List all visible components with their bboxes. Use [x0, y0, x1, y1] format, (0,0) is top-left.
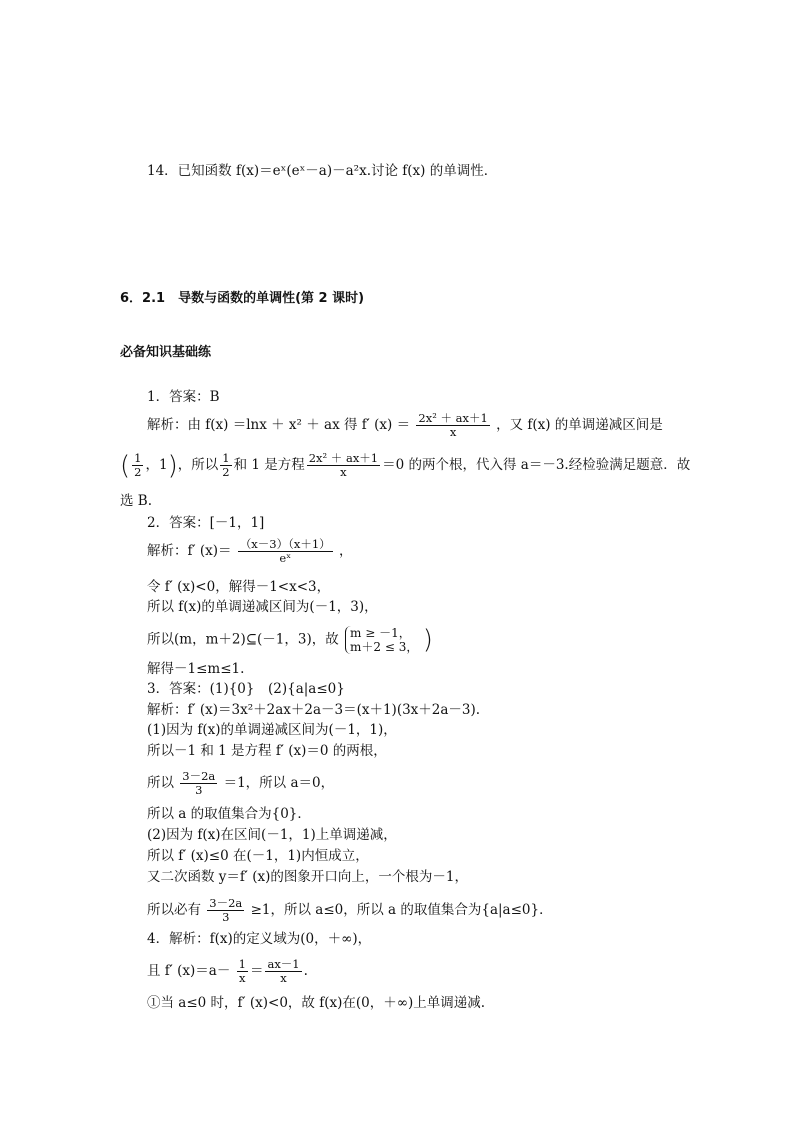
q3-frac-num: 3－2a [182, 769, 216, 783]
q2-line2: 令 f′ (x)<0，解得－1<x<3， [147, 579, 331, 595]
q2-line4 [147, 626, 433, 654]
q2-line4-pre: 所以(m，m＋2)⊆(－1，3)，故 [147, 631, 339, 648]
q3-line6: (2)因为 f(x)在区间(－1，1)上单调递减， [147, 827, 397, 843]
q2-sys-row2: m＋2 ≤ 3， [350, 640, 419, 654]
q1-text2: 和 1 是方程 [233, 457, 305, 473]
q3-line4 [147, 770, 334, 797]
problem-14: 14．已知函数 f(x)＝eˣ(eˣ－a)－a²x.讨论 f(x) 的单调性． [147, 163, 498, 179]
q2-sol-post: ， [338, 543, 353, 559]
q1-frac-den: x [449, 425, 457, 439]
q2-line3: 所以 f(x)的单调递减区间为(－1，3)， [147, 599, 378, 615]
section-title: 6．2.1 导数与函数的单调性(第 2 课时) [120, 291, 365, 306]
q4-frac-a-num: 1 [238, 957, 246, 971]
half-den: 2 [222, 465, 230, 479]
q2-solution-line1 [147, 538, 352, 565]
q4-line2 [147, 958, 308, 985]
q3-line9-post: ≥1，所以 a≤0，所以 a 的取值集合为{a|a≤0}． [250, 902, 553, 918]
q1-solution-line1 [147, 412, 663, 439]
q3-line9 [147, 897, 553, 924]
q3-frac-den: 3 [195, 783, 203, 797]
q3-fraction-1 [180, 770, 217, 797]
q3-fraction-2 [207, 897, 244, 924]
q4-frac-b-den: x [280, 971, 287, 985]
half-den: 2 [134, 465, 142, 479]
open-paren: ( [120, 450, 131, 481]
q3-answer: 3．答案：(1){0} (2){a|a≤0} [147, 681, 345, 697]
q2-frac-den: eˣ [279, 551, 292, 565]
q4-line2-post: . [303, 963, 308, 979]
q2-fraction [238, 538, 333, 565]
half-num: 1 [134, 451, 142, 465]
q1-sol-post: ，又 f(x) 的单调递减区间是 [496, 417, 663, 433]
subsection-title: 必备知识基础练 [120, 345, 212, 360]
q3-line5: 所以 a 的取值集合为{0}． [147, 806, 311, 822]
q2-sol-pre: 解析：f′ (x)＝ [147, 543, 232, 559]
close-paren: ) [422, 625, 433, 655]
q4-line3: ①当 a≤0 时，f′ (x)<0，故 f(x)在(0，＋∞)上单调递减. [147, 995, 486, 1011]
q3-line9-pre: 所以必有 [147, 902, 201, 918]
q2-frac-num: （x－3）（x＋1） [239, 537, 331, 551]
q4-line2-pre: 且 f′ (x)＝a－ [147, 963, 231, 979]
q1-text3: ＝0 的两个根，代入得 a＝－3.经检验满足题意．故 [382, 457, 691, 473]
q4-line1: 4．解析：f(x)的定义域为(0，＋∞)， [147, 931, 372, 947]
q1-fraction-2 [307, 452, 380, 479]
q1-half-frac-b [220, 452, 231, 479]
q3-frac2-num: 3－2a [209, 896, 243, 910]
frac-den: x [340, 465, 347, 479]
q2-line5: 解得－1≤m≤1. [147, 661, 245, 677]
half-num: 1 [222, 451, 230, 465]
q3-line8: 又二次函数 y＝f′ (x)的图象开口向上，一个根为－1， [147, 869, 469, 885]
q3-frac2-den: 3 [222, 910, 230, 924]
q1-interval-end: ，1 [145, 457, 168, 473]
q1-text1: ，所以 [177, 457, 219, 473]
q1-frac-num: 2x² ＋ ax＋1 [418, 411, 488, 425]
q1-fraction [416, 412, 489, 439]
frac-num: 2x² ＋ ax＋1 [308, 451, 379, 465]
q3-line2: (1)因为 f(x)的单调递减区间为(－1，1)， [147, 722, 397, 738]
q3-line3: 所以－1 和 1 是方程 f′ (x)＝0 的两根， [147, 743, 387, 759]
q2-system [345, 626, 418, 654]
q2-answer: 2．答案：[－1，1] [147, 515, 265, 531]
q1-half-frac-a [132, 452, 143, 479]
q1-solution-line3: 选 B. [120, 493, 153, 509]
q3-line7: 所以 f′ (x)≤0 在(－1，1)内恒成立， [147, 848, 369, 864]
q1-answer: 1．答案：B [147, 389, 220, 405]
q4-fraction-b [265, 958, 301, 985]
q3-line4-post: ＝1，所以 a＝0， [223, 775, 335, 791]
q3-line4-pre: 所以 [147, 775, 174, 791]
q4-fraction-a [237, 958, 248, 985]
q4-frac-b-num: ax－1 [267, 957, 300, 971]
q1-solution-line2 [120, 452, 690, 479]
q4-eq: ＝ [249, 963, 264, 979]
q1-sol-pre: 解析：由 f(x) ＝lnx ＋ x² ＋ ax 得 f′ (x) ＝ [147, 417, 411, 433]
close-paren: ) [167, 450, 178, 481]
q2-sys-row1: m ≥ －1， [350, 626, 411, 640]
q3-line1: 解析：f′ (x)＝3x²＋2ax＋2a－3＝(x＋1)(3x＋2a－3). [147, 702, 481, 718]
q4-frac-a-den: x [239, 971, 246, 985]
